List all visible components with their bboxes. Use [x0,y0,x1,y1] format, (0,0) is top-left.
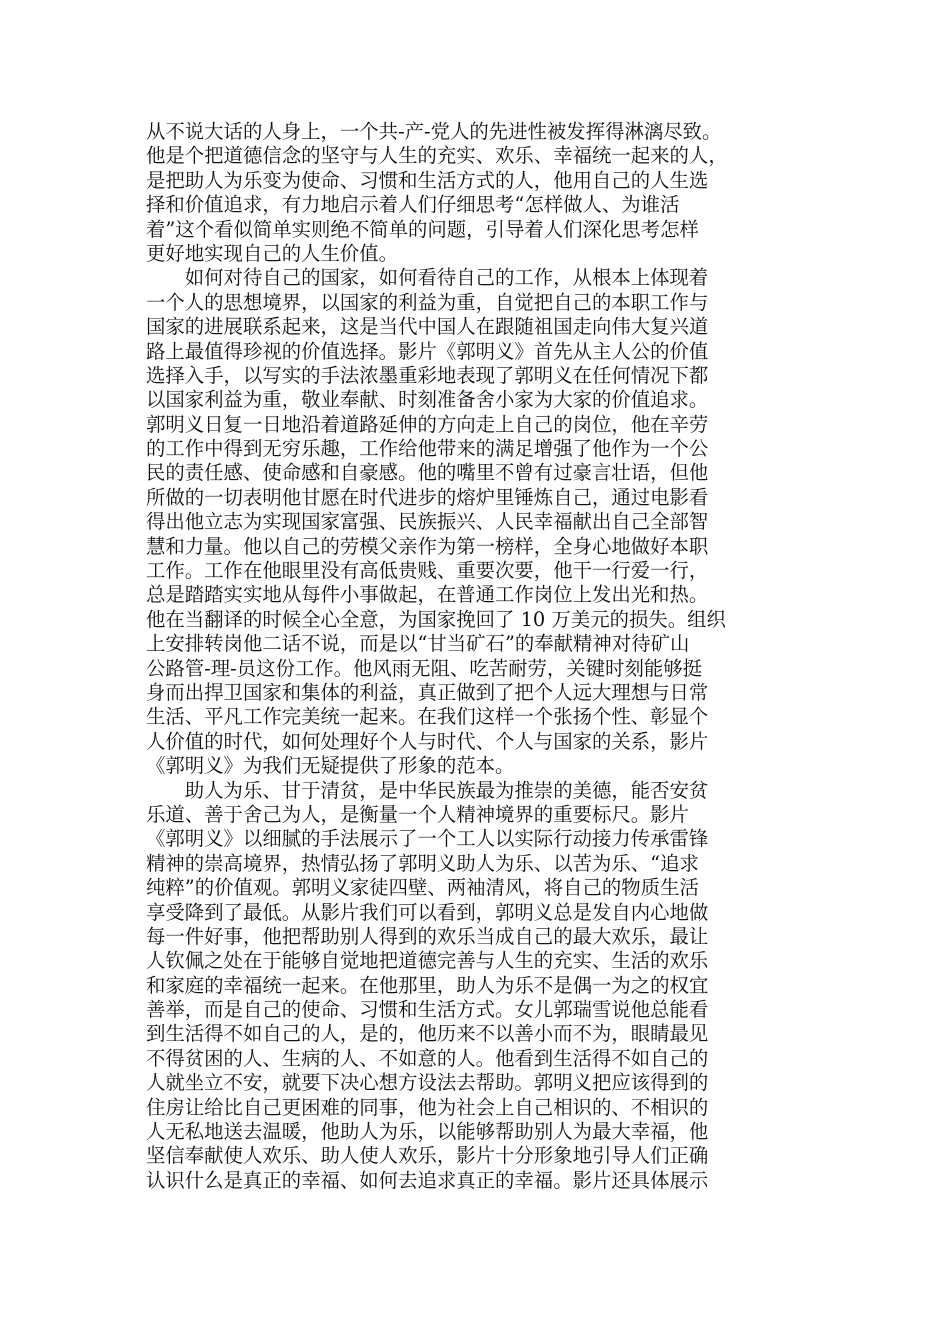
text-line: 不得贫困的人、生病的人、不如意的人。他看到生活得不如自己的 [146,1046,709,1070]
text-line: 以国家利益为重，敬业奉献、时刻准备舍小家为大家的价值追求。 [146,388,709,412]
text-line: 着”这个看似简单实则绝不简单的问题，引导着人们深化思考怎样 [146,217,699,241]
text-line: 《郭明义》以细腻的手法展示了一个工人以实际行动接力传承雷锋 [146,827,709,851]
text-line: 每一件好事，他把帮助别人得到的欢乐当成自己的最大欢乐，最让 [146,924,709,948]
text-line: 上安排转岗他二话不说，而是以“甘当矿石”的奉献精神对待矿山 [146,632,690,656]
text-line: 人价值的时代，如何处理好个人与时代、个人与国家的关系，影片 [146,729,709,753]
text-line: 善举，而是自己的使命、习惯和生活方式。女儿郭瑞雪说他总能看 [146,998,709,1022]
text-line: 总是踏踏实实地从每件小事做起，在普通工作岗位上发出光和热。 [146,583,709,607]
text-line: 如何对待自己的国家，如何看待自己的工作，从根本上体现着 [146,266,709,290]
text-line: 更好地实现自己的人生价值。 [146,241,399,265]
text-line: 人钦佩之处在于能够自觉地把道德完善与人生的充实、生活的欢乐 [146,949,709,973]
paragraph-2 [146,266,804,778]
text-line: 精神的崇高境界，热情弘扬了郭明义助人为乐、以苦为乐、“追求 [146,851,699,875]
text-line: 身而出捍卫国家和集体的利益，真正做到了把个人远大理想与日常 [146,680,709,704]
text-line: 和家庭的幸福统一起来。在他那里，助人为乐不是偶一为之的权宜 [146,973,709,997]
text-line: 人无私地送去温暖，他助人为乐，以能够帮助别人为最大幸福，他 [146,1120,709,1144]
text-line: 路上最值得珍视的价值选择。影片《郭明义》首先从主人公的价值 [146,339,709,363]
text-line: 从不说大话的人身上，一个共-产-党人的先进性被发挥得淋漓尽致。 [146,120,722,143]
text-line: 一个人的思想境界，以国家的利益为重，自觉把自己的本职工作与 [146,290,709,314]
paragraph-1 [146,120,804,266]
text-line: 他在当翻译的时候全心全意，为国家挽回了 10 万美元的损失。组织 [146,607,726,631]
text-line: 慧和力量。他以自己的劳模父亲作为第一榜样，全身心地做好本职 [146,534,709,558]
text-line: 民的责任感、使命感和自豪感。他的嘴里不曾有过豪言壮语，但他 [146,461,709,485]
text-line: 《郭明义》为我们无疑提供了形象的范本。 [146,754,515,778]
text-line: 纯粹”的价值观。郭明义家徒四壁、两袖清风，将自己的物质生活 [146,876,699,900]
text-line: 享受降到了最低。从影片我们可以看到，郭明义总是发自内心地做 [146,900,709,924]
text-line: 选择入手，以写实的手法浓墨重彩地表现了郭明义在任何情况下都 [146,363,709,387]
text-line: 是把助人为乐变为使命、习惯和生活方式的人，他用自己的人生选 [146,168,709,192]
text-line: 的工作中得到无穷乐趣，工作给他带来的满足增强了他作为一个公 [146,437,709,461]
text-line: 乐道、善于舍己为人，是衡量一个人精神境界的重要标尺。影片 [146,802,689,826]
text-line: 所做的一切表明他甘愿在时代进步的熔炉里锤炼自己，通过电影看 [146,485,709,509]
text-line: 助人为乐、甘于清贫，是中华民族最为推崇的美德，能否安贫 [146,778,709,802]
text-line: 得出他立志为实现国家富强、民族振兴、人民幸福献出自己全部智 [146,510,709,534]
text-line: 公路管-理-员这份工作。他风雨无阻、吃苦耐劳，关键时刻能够挺 [146,656,703,680]
text-line: 住房让给比自己更困难的同事，他为社会上自己相识的、不相识的 [146,1095,709,1119]
text-line: 工作。工作在他眼里没有高低贵贱、重要次要，他干一行爱一行， [146,559,709,583]
text-line: 坚信奉献使人欢乐、助人使人欢乐，影片十分形象地引导人们正确 [146,1144,709,1168]
text-line: 认识什么是真正的幸福、如何去追求真正的幸福。影片还具体展示 [146,1168,709,1192]
paragraph-3 [146,779,804,1194]
document-body [146,120,804,1193]
text-line: 生活、平凡工作完美统一起来。在我们这样一个张扬个性、彰显个 [146,705,709,729]
text-line: 择和价值追求，有力地启示着人们仔细思考“怎样做人、为谁活 [146,193,680,217]
text-line: 国家的进展联系起来，这是当代中国人在跟随祖国走向伟大复兴道 [146,315,709,339]
text-line: 人就坐立不安，就要下决心想方设法去帮助。郭明义把应该得到的 [146,1071,709,1095]
text-line: 他是个把道德信念的坚守与人生的充实、欢乐、幸福统一起来的人， [146,144,728,168]
text-line: 到生活得不如自己的人，是的，他历来不以善小而不为，眼睛最见 [146,1022,709,1046]
text-line: 郭明义日复一日地沿着道路延伸的方向走上自己的岗位，他在辛劳 [146,412,709,436]
